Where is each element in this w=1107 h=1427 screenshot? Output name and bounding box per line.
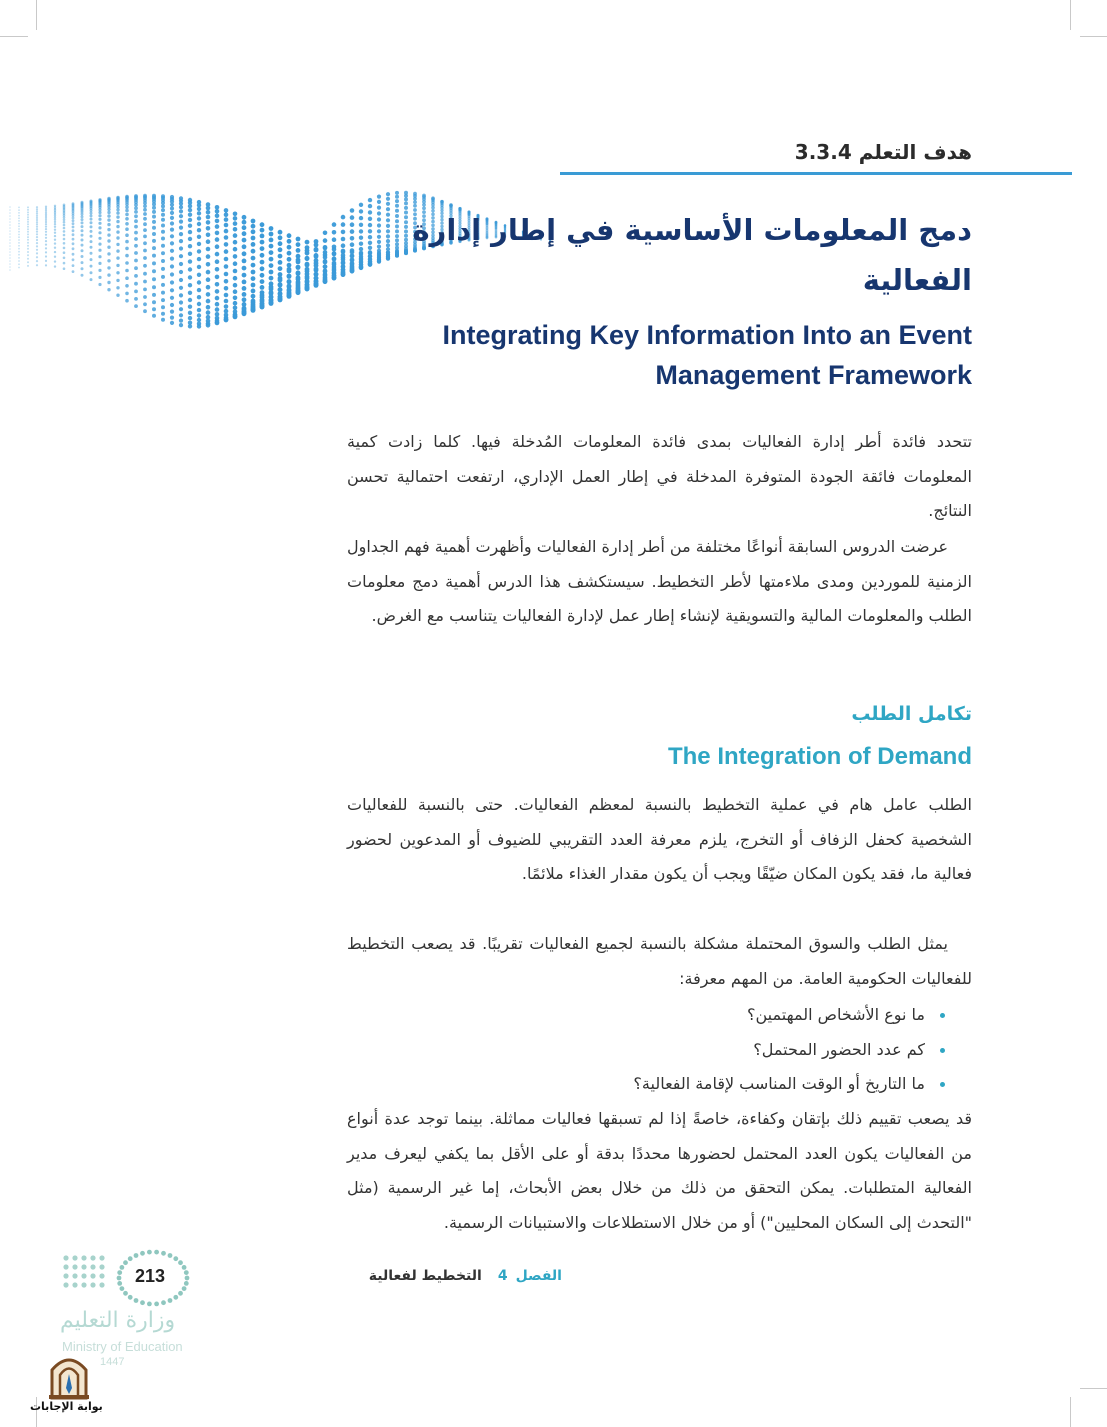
list-item	[367, 1033, 947, 1068]
title-en-line: Integrating Key Information Into an Event	[442, 320, 972, 350]
crop-mark	[1080, 1388, 1107, 1389]
section-paragraph: يمثل الطلب والسوق المحتملة مشكلة بالنسبة لجميع الفعاليات تقريبًا. قد يصعب التخطيط للفعاليات الحكومية العامة. من المهم معرفة:	[347, 934, 972, 988]
list-item-text: ما نوع الأشخاص المهتمين؟	[746, 1005, 925, 1024]
header-rule	[560, 172, 1072, 175]
bullet-icon	[940, 1048, 945, 1053]
chapter-footer	[369, 1268, 562, 1284]
crop-mark	[36, 0, 37, 30]
bullet-icon	[940, 1013, 945, 1018]
list-item-text: ما التاريخ أو الوقت المناسب لإقامة الفعالية؟	[633, 1074, 925, 1094]
ministry-name-arabic: وزارة التعليم	[60, 1308, 176, 1333]
ministry-name-english: Ministry of Education	[62, 1339, 183, 1354]
intro-paragraph: تتحدد فائدة أطر إدارة الفعاليات بمدى فائدة المعلومات المُدخلة فيها. كلما زادت كمية المعلومات فائقة الجودة المتوفرة المدخلة في إطار العمل الإداري، ارتفعت احتمالية تحسن النتائج.	[347, 432, 972, 521]
section-paragraph: الطلب عامل هام في عملية التخطيط بالنسبة لمعظم الفعاليات. حتى بالنسبة للفعاليات الشخصية كحفل الزفاف أو التخرج، يلزم معرفة العدد التقريبي للضيوف أو المدعوين لحضور فعالية ما، فقد يكون المكان ضيّقًا ويجب أن يكون مقدار الغذاء ملائمًا.	[347, 795, 972, 884]
learning-goal-label: هدف التعلم 3.3.4	[794, 140, 972, 164]
title-ar-line: الفعالية	[862, 263, 972, 297]
title-en-line: Management Framework	[655, 360, 972, 390]
section-heading-arabic: تكامل الطلب	[851, 703, 972, 725]
page-number: 213	[135, 1266, 166, 1286]
gate-logo-icon	[44, 1348, 94, 1400]
chapter-title: التخطيط لفعالية	[368, 1268, 482, 1284]
crop-mark	[1070, 0, 1071, 30]
title-ar-line: دمج المعلومات الأساسية في إطار إدارة	[412, 213, 972, 247]
list-item	[367, 998, 947, 1033]
chapter-label: الفصل	[515, 1268, 562, 1284]
crop-mark	[0, 36, 28, 37]
watermark-text: بوابة الإجابات	[30, 1400, 103, 1413]
crop-mark	[1080, 36, 1107, 37]
list-item-text: كم عدد الحضور المحتمل؟	[753, 1039, 925, 1059]
section-paragraph: قد يصعب تقييم ذلك بإتقان وكفاءة، خاصةً إذا لم تسبقها فعاليات مماثلة. بينما توجد عدة أنواع من الفعاليات يكون العدد المحتمل لحضورها محددًا بدقة أو على الأقل بما يكفي ليعرف مدير الفعالية المتطلبات. يمكن التحقق من ذلك من خلال بعض الأبحاث، إما غير الرسمية (مثل "التحدث إلى السكان المحليين") أو من خلال الاستطلاعات والاستبيانات الرسمية.	[347, 1109, 972, 1233]
intro-paragraph: عرضت الدروس السابقة أنواعًا مختلفة من أطر إدارة الفعاليات وأظهرت أهمية فهم الجداول الزمنية للموردين ومدى ملاءمتها لأطر التخطيط. سيستكشف هذا الدرس أهمية دمج معلومات الطلب والمعلومات المالية والتسويقية لإنشاء إطار عمل لإدارة الفعاليات يتناسب مع الغرض.	[347, 537, 972, 626]
page-title-english	[352, 315, 972, 395]
ministry-year: 1447	[100, 1356, 125, 1368]
page-title-arabic	[372, 205, 972, 305]
bullet-icon	[940, 1082, 945, 1087]
chapter-number: 4	[497, 1268, 508, 1284]
section-heading-english: The Integration of Demand	[667, 743, 972, 770]
question-list	[367, 998, 947, 1102]
list-item	[367, 1067, 947, 1102]
crop-mark	[1070, 1397, 1071, 1427]
